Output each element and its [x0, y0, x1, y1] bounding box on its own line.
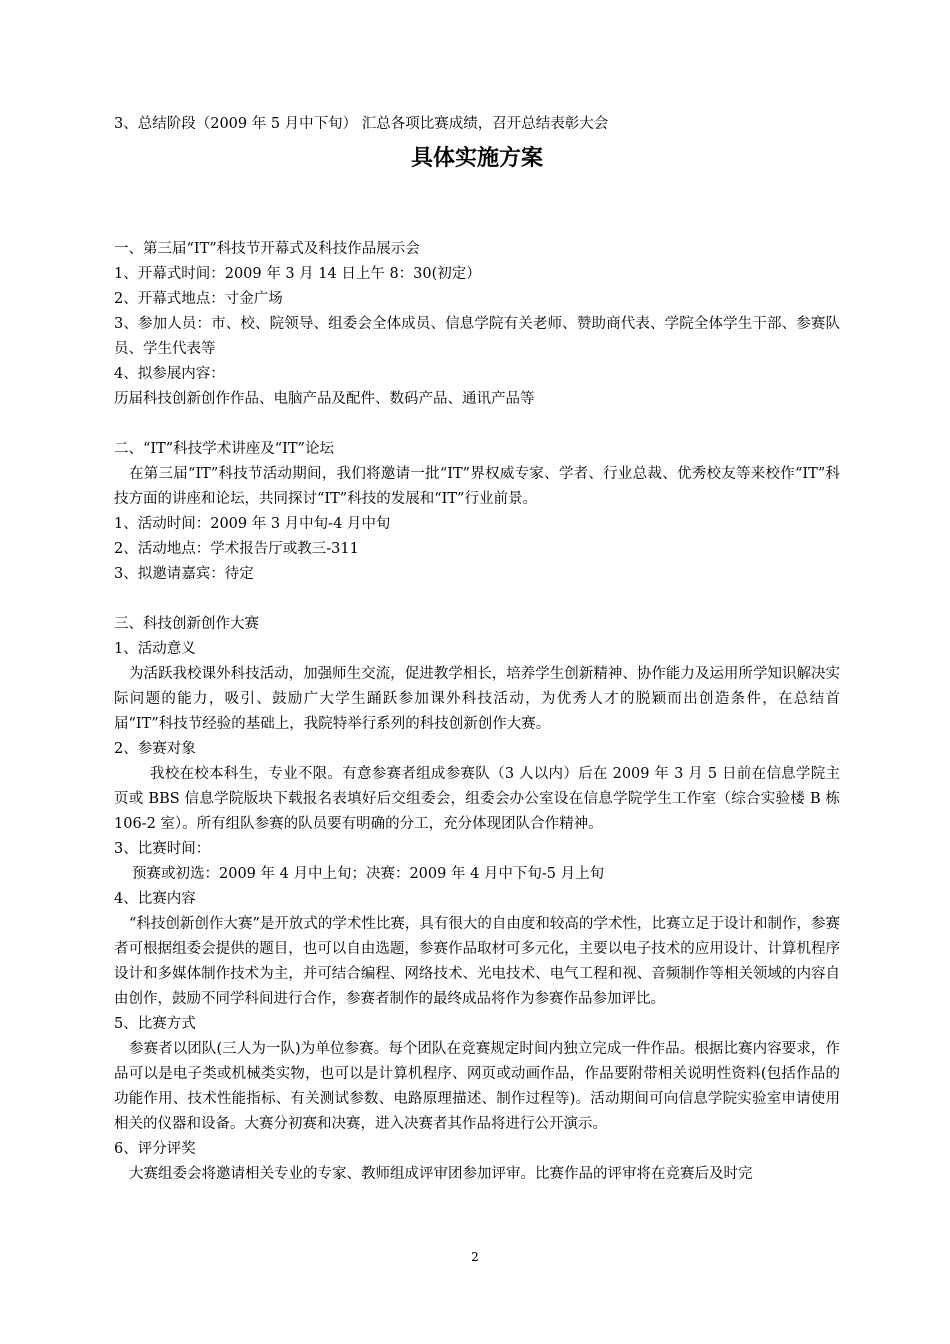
section-3-subheading-5: 5、比赛方式: [114, 1016, 196, 1032]
section-3-paragraph-4: “科技创新创作大赛”是开放式的学术性比赛，具有很大的自由度和较高的学术性，比赛立足于设计和制作，参赛者可根据组委会提供的题目，也可以自由选题，参赛作品取材可多元化，主要以电子技术的应用设计、计算机程序设计和多媒体制作技术为主，并可结合编程、网络技术、光电技术、电气工程和视、音频制作等相关领域的内容自由创作，鼓励不同学科间进行合作，参赛者制作的最终成品将作为参赛作品参加评比。: [114, 916, 840, 1007]
section-3-heading: 三、科技创新创作大赛: [114, 616, 259, 632]
section-3-subheading-6: 6、评分评奖: [114, 1141, 196, 1157]
section-3-paragraph-3: 预赛或初选：2009 年 4 月中上旬；决赛：2009 年 4 月中下旬-5 月上旬: [132, 866, 605, 882]
section-2-intro: 在第三届“IT”科技节活动期间，我们将邀请一批“IT”界权威专家、学者、行业总裁、优秀校友等来校作“IT”科技方面的讲座和论坛，共同探讨“IT”科技的发展和“IT”行业前景。: [114, 466, 840, 507]
section-1-item-3: 3、参加人员：市、校、院领导、组委会全体成员、信息学院有关老师、赞助商代表、学院全体学生干部、参赛队员、学生代表等: [114, 316, 840, 357]
section-1-item-2: 2、开幕式地点：寸金广场: [114, 291, 283, 307]
section-1-item-4: 4、拟参展内容：: [114, 366, 225, 382]
section-1-item-1: 1、开幕式时间：2009 年 3 月 14 日上午 8：30(初定）: [114, 266, 481, 282]
section-3-paragraph-2: 我校在校本科生，专业不限。有意参赛者组成参赛队（3 人以内）后在 2009 年 3 月 5 日前在信息学院主页或 BBS 信息学院版块下载报名表填好后交组委会，组委会办公室设在信息学院学生工作室（综合实验楼 B 栋 106-2 室）。所有组队参赛的队员要有明确的分工，充分体现团队合作精神。: [114, 766, 840, 832]
section-2-item-2: 2、活动地点：学术报告厅或教三-311: [114, 541, 359, 557]
section-3-subheading-4: 4、比赛内容: [114, 891, 196, 907]
section-3-paragraph-1: 为活跃我校课外科技活动，加强师生交流，促进教学相长，培养学生创新精神、协作能力及运用所学知识解决实际问题的能力，吸引、鼓励广大学生踊跃参加课外科技活动，为优秀人才的脱颖而出创造条件，在总结首届“IT”科技节经验的基础上，我院特举行系列的科技创新创作大赛。: [114, 666, 840, 732]
section-1-heading: 一、第三届“IT”科技节开幕式及科技作品展示会: [114, 241, 420, 257]
summary-stage-line: 3、总结阶段（2009 年 5 月中下旬） 汇总各项比赛成绩，召开总结表彰大会: [114, 116, 609, 132]
section-3-subheading-2: 2、参赛对象: [114, 741, 196, 757]
section-2-item-3: 3、拟邀请嘉宾：待定: [114, 566, 254, 582]
section-2-item-1: 1、活动时间：2009 年 3 月中旬-4 月中旬: [114, 516, 391, 532]
section-3-paragraph-5: 参赛者以团队(三人为一队)为单位参赛。每个团队在竞赛规定时间内独立完成一件作品。根据比赛内容要求，作品可以是电子类或机械类实物，也可以是计算机程序、网页或动画作品，作品要附带相关说明性资料(包括作品的功能作用、技术性能指标、有关测试参数、电路原理描述、制作过程等)。活动期间可向信息学院实验室申请使用相关的仪器和设备。大赛分初赛和决赛，进入决赛者其作品将进行公开演示。: [114, 1041, 840, 1132]
section-1-item-5: 历届科技创新创作作品、电脑产品及配件、数码产品、通讯产品等: [114, 391, 535, 407]
section-3-paragraph-6: 大赛组委会将邀请相关专业的专家、教师组成评审团参加评审。比赛作品的评审将在竞赛后及时完: [129, 1166, 753, 1182]
page-title: 具体实施方案: [410, 146, 543, 171]
section-3-subheading-3: 3、比赛时间：: [114, 841, 211, 857]
section-2-heading: 二、“IT”科技学术讲座及“IT”论坛: [114, 441, 334, 457]
section-3-subheading-1: 1、活动意义: [114, 641, 196, 657]
document-page: [114, 112, 840, 1187]
page-number: 2: [471, 1250, 479, 1264]
